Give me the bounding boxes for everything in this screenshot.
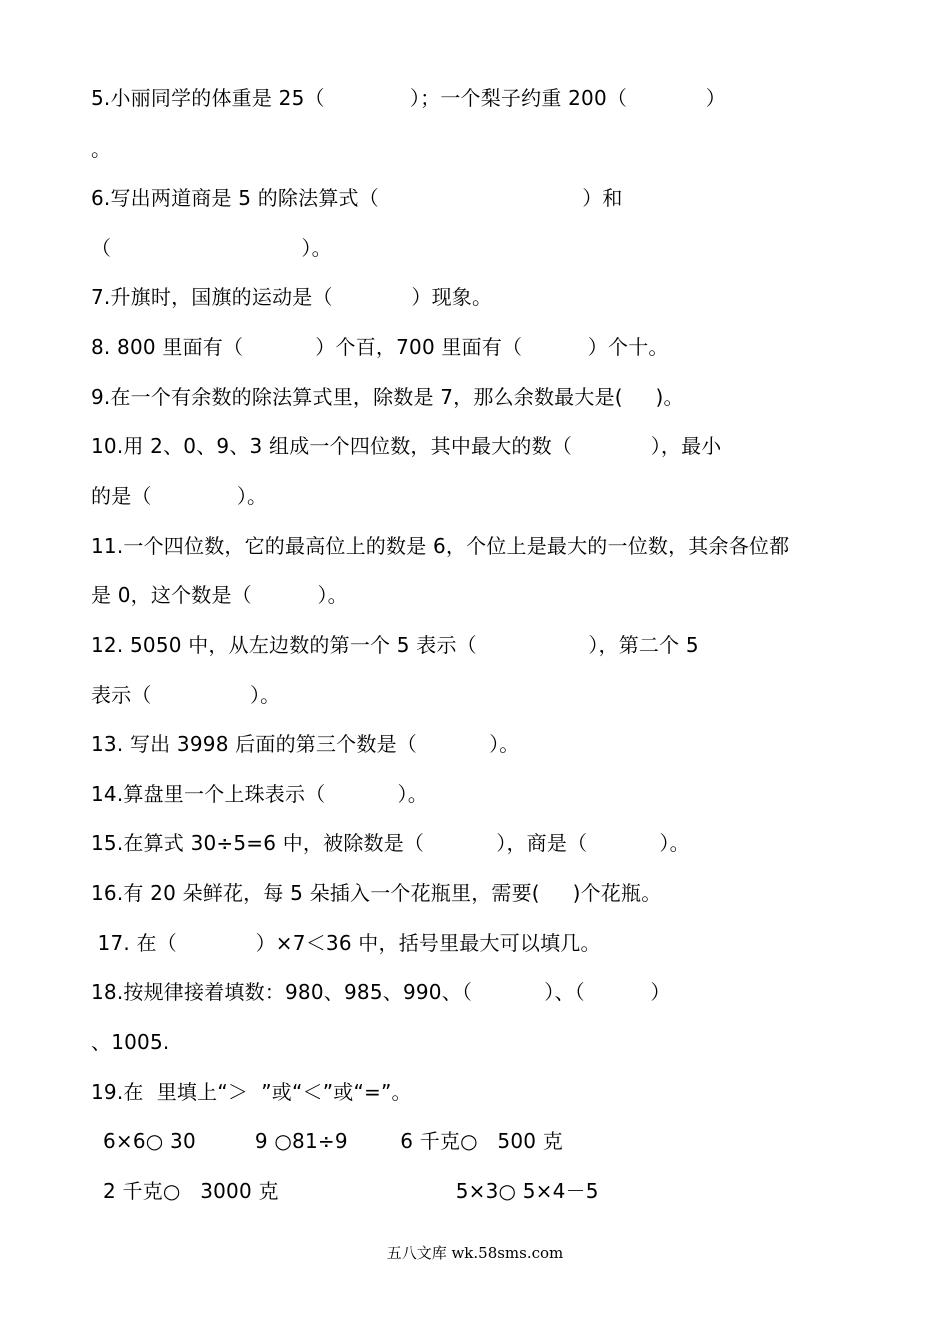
question-14: 14.算盘里一个上珠表示（ ）。: [91, 782, 428, 806]
question-17: 17. 在（ ）×7＜36 中，括号里最大可以填几。: [91, 931, 601, 955]
question-19-row-2: 2 千克○ 3000 克 5×3○ 5×4－5: [103, 1179, 599, 1203]
footer-watermark: 五八文库 wk.58sms.com: [386, 1244, 564, 1262]
question-19-row-1: 6×6○ 30 9 ○81÷9 6 千克○ 500 克: [103, 1129, 563, 1153]
question-15: 15.在算式 30÷5=6 中，被除数是（ ），商是（ ）。: [91, 831, 690, 855]
question-11-line-2: 是 0，这个数是（ ）。: [91, 583, 348, 607]
question-6-line-1: 6.写出两道商是 5 的除法算式（ ）和: [91, 186, 623, 210]
question-19: 19.在 里填上“＞ ”或“＜”或“=”。: [91, 1080, 412, 1104]
question-9: 9.在一个有余数的除法算式里，除数是 7，那么余数最大是( )。: [91, 385, 684, 409]
question-8: 8. 800 里面有（ ）个百，700 里面有（ ）个十。: [91, 335, 669, 359]
question-18-line-2: 、1005.: [91, 1030, 170, 1054]
question-12-line-1: 12. 5050 中，从左边数的第一个 5 表示（ ），第二个 5: [91, 633, 699, 657]
question-12-line-2: 表示（ ）。: [91, 683, 281, 707]
question-10-line-1: 10.用 2、0、9、3 组成一个四位数，其中最大的数（ ），最小: [91, 434, 722, 458]
question-16: 16.有 20 朵鲜花，每 5 朵插入一个花瓶里，需要( )个花瓶。: [91, 881, 662, 905]
question-10-line-2: 的是（ ）。: [91, 484, 268, 508]
question-6-line-2: （ ）。: [91, 236, 332, 260]
question-5-line-1: 5.小丽同学的体重是 25（ ）；一个梨子约重 200（ ）: [91, 86, 726, 110]
question-5-line-2: 。: [91, 137, 112, 161]
question-18-line-1: 18.按规律接着填数：980、985、990、（ ）、（ ）: [91, 980, 671, 1004]
question-11-line-1: 11.一个四位数，它的最高位上的数是 6，个位上是最大的一位数，其余各位都: [91, 534, 790, 558]
question-13: 13. 写出 3998 后面的第三个数是（ ）。: [91, 732, 520, 756]
question-7: 7.升旗时，国旗的运动是（ ）现象。: [91, 285, 493, 309]
